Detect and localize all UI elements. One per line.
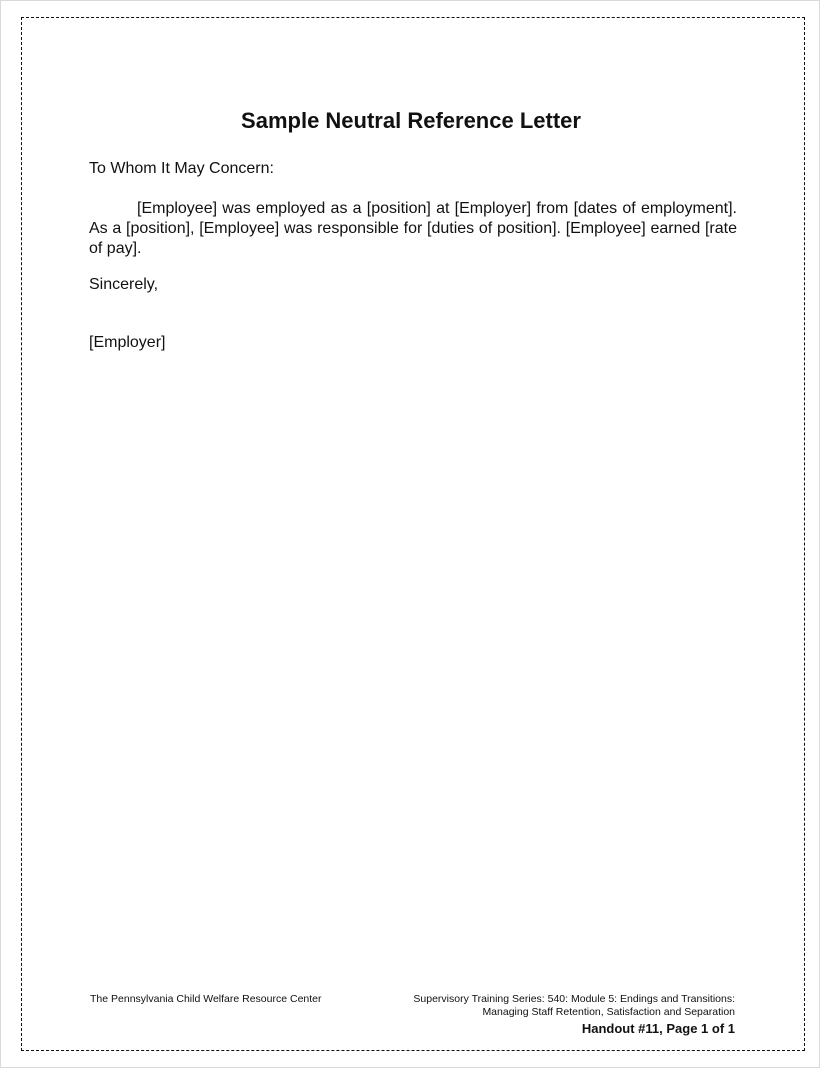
footer-series-line2: Managing Staff Retention, Satisfaction and Separation [482, 1006, 735, 1018]
footer-series-line1: Supervisory Training Series: 540: Module 5: Endings and Transitions: [413, 993, 735, 1005]
salutation: To Whom It May Concern: [89, 160, 274, 177]
body-paragraph: [Employee] was employed as a [position] at [Employer] from [dates of employment]. As a [position], [Employee] was responsible for [duties of position]. [Employee] earned [rate of pay]. [89, 200, 737, 257]
footer-handout-number: Handout #11, Page 1 of 1 [581, 1021, 735, 1036]
footer-series [413, 993, 735, 1037]
footer-organization: The Pennsylvania Child Welfare Resource Center [90, 993, 322, 1005]
signature: [Employer] [89, 334, 166, 351]
document-title: Sample Neutral Reference Letter [241, 108, 581, 133]
closing: Sincerely, [89, 276, 159, 293]
